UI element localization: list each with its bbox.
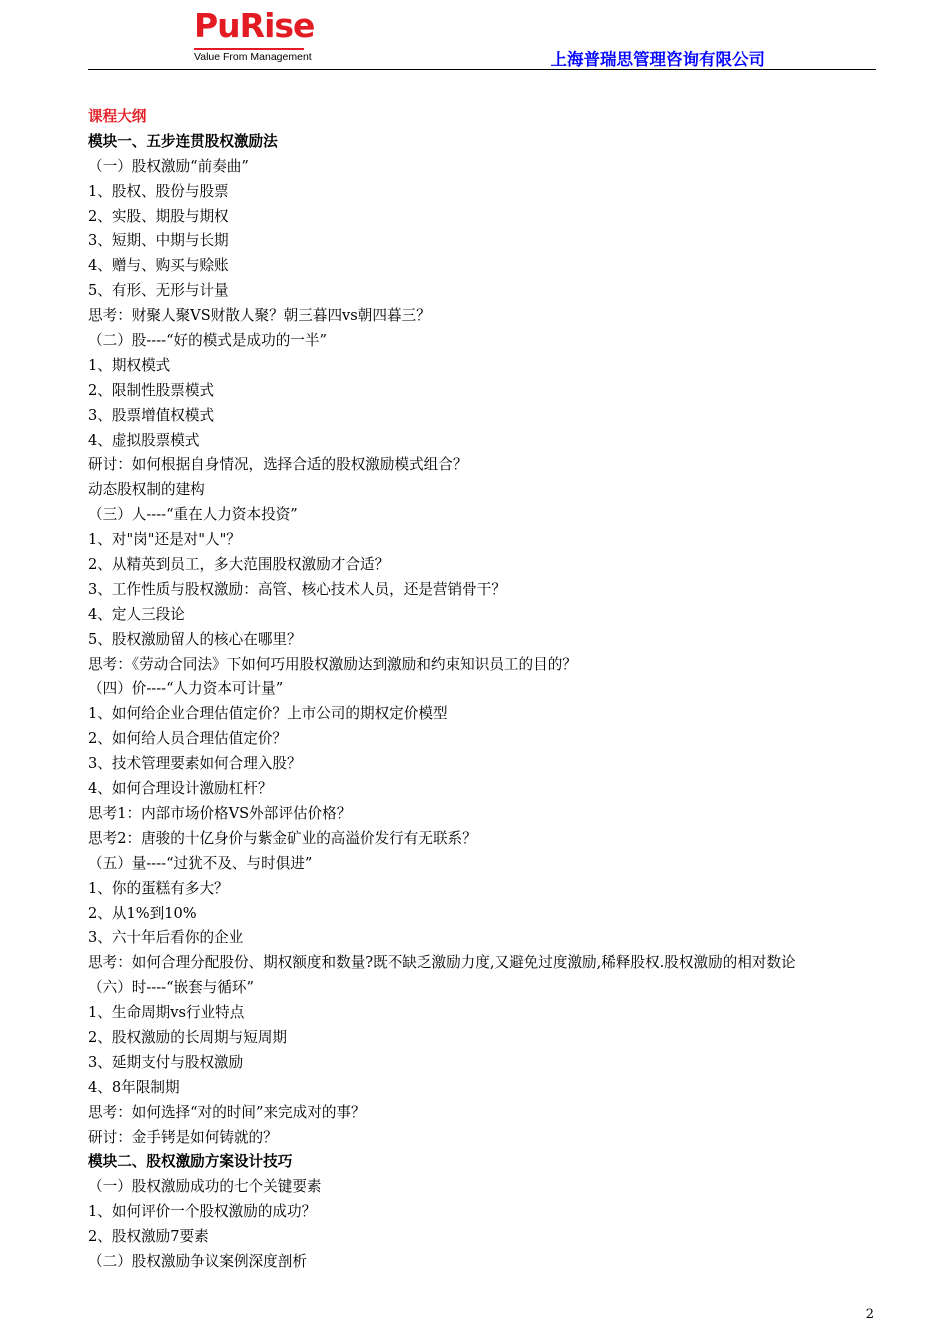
outline-line: 思考2：唐骏的十亿身价与紫金矿业的高溢价发行有无联系？: [88, 829, 477, 847]
outline-line: 2、限制性股票模式: [88, 381, 215, 399]
outline-line: （一）股权激励成功的七个关键要素: [88, 1178, 322, 1196]
course-outline: [88, 105, 888, 1275]
outline-line: 研讨：金手铐是如何铸就的？: [88, 1128, 278, 1146]
outline-line: （三）人----“重在人力资本投资”: [88, 506, 298, 524]
outline-line: 5、股权激励留人的核心在哪里？: [88, 630, 302, 648]
outline-line: 思考：如何合理分配股份、期权额度和数量?既不缺乏激励力度,又避免过度激励,稀释股权.股权激励的相对数论: [88, 954, 796, 972]
outline-line: 1、如何评价一个股权激励的成功？: [88, 1203, 317, 1221]
outline-line: 1、生命周期vs行业特点: [88, 1004, 245, 1022]
outline-line: 2、从精英到员工，多大范围股权激励才合适？: [88, 556, 390, 574]
module-heading: 模块二、股权激励方案设计技巧: [88, 1153, 293, 1171]
outline-line: 动态股权制的建构: [88, 481, 205, 499]
outline-line: 5、有形、无形与计量: [88, 282, 229, 300]
outline-line: （二）股权激励争议案例深度剖析: [88, 1252, 307, 1270]
outline-line: 4、赠与、购买与赊账: [88, 257, 229, 275]
outline-line: 2、股权激励7要素: [88, 1228, 209, 1246]
outline-line: 2、如何给人员合理估值定价？: [88, 730, 288, 748]
logo-underline: [194, 48, 304, 50]
outline-line: 2、股权激励的长周期与短周期: [88, 1028, 288, 1046]
outline-line: 3、工作性质与股权激励：高管、核心技术人员，还是营销骨干？: [88, 580, 506, 598]
outline-line: （二）股----“好的模式是成功的一半”: [88, 332, 327, 350]
outline-line: 思考：《劳动合同法》下如何巧用股权激励达到激励和约束知识员工的目的？: [88, 655, 577, 673]
outline-line: 4、如何合理设计激励杠杆？: [88, 780, 273, 798]
outline-line: （四）价----“人力资本可计量”: [88, 680, 284, 698]
outline-title: 课程大纲: [88, 108, 147, 125]
outline-line: 4、虚拟股票模式: [88, 431, 200, 449]
outline-line: （一）股权激励“前奏曲”: [88, 157, 249, 175]
outline-line: 3、六十年后看你的企业: [88, 929, 244, 947]
outline-line: 1、你的蛋糕有多大？: [88, 879, 229, 897]
outline-line: 思考：如何选择“对的时间”来完成对的事？: [88, 1103, 366, 1121]
logo-tagline: Value From Management: [194, 51, 312, 63]
company-name: 上海普瑞思管理咨询有限公司: [550, 50, 765, 69]
outline-line: 1、对"岗"还是对"人"？: [88, 531, 241, 549]
outline-line: 3、股票增值权模式: [88, 406, 215, 424]
outline-line: 2、从1%到10%: [88, 904, 197, 922]
outline-line: 4、8年限制期: [88, 1078, 180, 1096]
outline-line: 3、技术管理要素如何合理入股？: [88, 755, 302, 773]
purise-logo: [194, 6, 315, 66]
module-heading: 模块一、五步连贯股权激励法: [88, 132, 278, 150]
outline-line: （五）量----“过犹不及、与时俱进”: [88, 854, 313, 872]
outline-line: 3、延期支付与股权激励: [88, 1053, 244, 1071]
outline-line: 1、期权模式: [88, 356, 171, 374]
outline-line: 2、实股、期股与期权: [88, 207, 229, 225]
header-divider: [88, 69, 876, 70]
outline-line: 1、股权、股份与股票: [88, 182, 229, 200]
logo-wordmark: PuRise: [194, 6, 315, 45]
outline-line: 3、短期、中期与长期: [88, 232, 229, 250]
outline-line: 研讨：如何根据自身情况，选择合适的股权激励模式组合？: [88, 456, 468, 474]
outline-line: 思考1：内部市场价格VS外部评估价格？: [88, 804, 352, 822]
page-header: [0, 0, 950, 72]
outline-line: 4、定人三段论: [88, 605, 185, 623]
outline-line: 思考：财聚人聚VS财散人聚？朝三暮四vs朝四暮三？: [88, 307, 431, 325]
outline-line: （六）时----“嵌套与循环”: [88, 979, 254, 997]
outline-line: 1、如何给企业合理估值定价？上市公司的期权定价模型: [88, 705, 448, 723]
page-number: 2: [865, 1307, 874, 1322]
